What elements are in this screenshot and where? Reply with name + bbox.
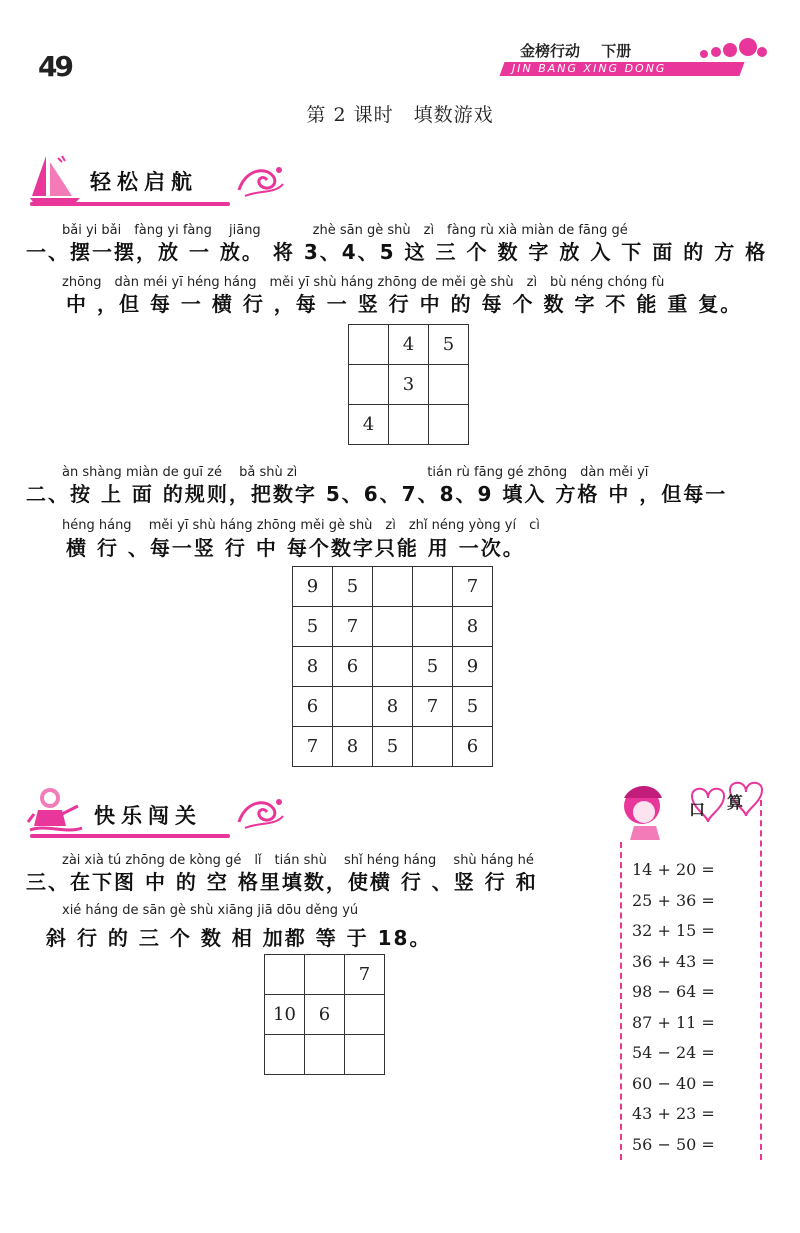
decorative-dots	[698, 38, 768, 62]
q2-row	[293, 567, 493, 607]
q3-cell[interactable]	[265, 955, 305, 995]
q2-text-2: 横 行 、每一竖 行 中 每个数字只能 用 一次。	[66, 536, 525, 560]
q3-cell[interactable]	[345, 1035, 385, 1075]
oral-item: 60 − 40 =	[632, 1073, 715, 1093]
q1-text-1: 一、摆一摆，放 一 放。 将 3、4、5 这 三 个 数 字 放 入 下 面 的 方 格	[26, 240, 768, 264]
q2-row	[293, 647, 493, 687]
q3-cell: 7	[345, 955, 385, 995]
q2-cell: 5	[333, 567, 373, 607]
swirl-icon	[235, 792, 287, 832]
q1-row	[349, 365, 469, 405]
sailboat-icon	[28, 152, 88, 208]
q2-cell[interactable]	[373, 647, 413, 687]
q2-cell[interactable]	[373, 567, 413, 607]
q1-pinyin-1: bǎi yi bǎi fàng yi fàng jiāng zhè sān gè shù zì fàng rù xià miàn de fāng gé	[62, 223, 628, 238]
q2-cell: 8	[453, 607, 493, 647]
q2-pinyin-1: àn shàng miàn de guī zé bǎ shù zì tián rù fāng gé zhōng dàn měi yī	[62, 465, 649, 480]
sidebar-divider-right	[760, 800, 762, 1160]
q3-row	[265, 995, 385, 1035]
q2-cell: 8	[293, 647, 333, 687]
oral-title-2: 算	[727, 793, 744, 812]
q2-cell: 7	[293, 727, 333, 767]
q1-text-2: 中 ，但 每 一 横 行 ，每 一 竖 行 中 的 每 个 数 字 不 能 重 复。	[66, 292, 743, 316]
oral-item: 36 + 43 =	[632, 951, 715, 971]
q2-cell: 9	[453, 647, 493, 687]
q1-grid	[348, 324, 469, 445]
q2-cell: 5	[373, 727, 413, 767]
q3-cell: 6	[305, 995, 345, 1035]
q1-row	[349, 405, 469, 445]
q3-cell[interactable]	[265, 1035, 305, 1075]
q3-grid	[264, 954, 385, 1075]
q2-cell: 6	[453, 727, 493, 767]
q2-row	[293, 687, 493, 727]
q3-cell[interactable]	[305, 1035, 345, 1075]
q3-text-1: 三、在下图 中 的 空 格里填数，使横 行 、竖 行 和	[26, 870, 538, 894]
series-name: 金榜行动	[520, 42, 581, 60]
q1-cell[interactable]	[389, 405, 429, 445]
q1-cell: 4	[389, 325, 429, 365]
q2-cell: 5	[293, 607, 333, 647]
q3-row	[265, 1035, 385, 1075]
q2-cell: 5	[453, 687, 493, 727]
q2-cell: 7	[413, 687, 453, 727]
q1-cell: 3	[389, 365, 429, 405]
q1-cell: 4	[349, 405, 389, 445]
q2-cell[interactable]	[413, 567, 453, 607]
oral-item: 54 − 24 =	[632, 1043, 715, 1062]
q2-cell[interactable]	[333, 687, 373, 727]
q2-row	[293, 607, 493, 647]
q2-cell: 8	[333, 727, 373, 767]
q1-cell[interactable]	[349, 365, 389, 405]
q1-row	[349, 325, 469, 365]
oral-title-1: 口	[689, 800, 706, 819]
q2-grid	[292, 566, 493, 767]
q2-pinyin-2: héng háng měi yī shù háng zhōng měi gè shù zì zhǐ néng yòng yí cì	[62, 518, 540, 533]
q3-text-2: 斜 行 的 三 个 数 相 加都 等 于 18。	[46, 926, 432, 950]
q3-cell[interactable]	[305, 955, 345, 995]
q2-cell: 7	[333, 607, 373, 647]
q2-cell[interactable]	[413, 607, 453, 647]
q1-pinyin-2: zhōng dàn méi yī héng háng měi yī shù háng zhōng de měi gè shù zì bù néng chóng fù	[62, 275, 665, 290]
oral-item: 14 + 20 =	[632, 860, 715, 879]
q3-row	[265, 955, 385, 995]
q2-cell: 9	[293, 567, 333, 607]
section-title-2: 快乐闯关	[94, 804, 202, 828]
q2-text-1: 二、按 上 面 的规则，把数字 5、6、7、8、9 填入 方格 中 ，但每一	[26, 482, 728, 506]
oral-item: 32 + 15 =	[632, 921, 715, 940]
sidebar-divider-left	[620, 842, 622, 1160]
volume-name: 下册	[601, 42, 632, 60]
oral-item: 98 − 64 =	[632, 982, 715, 1001]
q1-cell[interactable]	[429, 365, 469, 405]
book-brand	[520, 40, 631, 61]
q1-cell[interactable]	[429, 405, 469, 445]
q2-cell[interactable]	[373, 607, 413, 647]
brand-pinyin: JIN BANG XING DONG	[512, 62, 667, 75]
q2-cell: 5	[413, 647, 453, 687]
oral-item: 87 + 11 =	[632, 1012, 715, 1032]
q2-row	[293, 727, 493, 767]
page-number: 49	[38, 50, 71, 83]
oral-item: 43 + 23 =	[632, 1104, 715, 1123]
oral-item: 56 − 50 =	[632, 1134, 715, 1154]
swirl-icon	[235, 160, 287, 200]
q3-cell[interactable]	[345, 995, 385, 1035]
oral-item: 25 + 36 =	[632, 890, 715, 910]
q2-cell[interactable]	[413, 727, 453, 767]
q2-cell: 7	[453, 567, 493, 607]
q2-cell: 6	[333, 647, 373, 687]
q3-cell: 10	[265, 995, 305, 1035]
cartoon-kid-icon	[26, 784, 86, 836]
lesson-title: 第 2 课时 填数游戏	[306, 104, 494, 126]
section-underline-2	[30, 834, 230, 838]
q2-cell: 6	[293, 687, 333, 727]
q3-pinyin-1: zài xià tú zhōng de kòng gé lǐ tián shù shǐ héng háng shù háng hé	[62, 853, 534, 868]
q1-cell[interactable]	[349, 325, 389, 365]
q1-cell: 5	[429, 325, 469, 365]
section-title-1: 轻松启航	[90, 170, 198, 194]
q3-pinyin-2: xié háng de sān gè shù xiāng jiā dōu děng yú	[62, 903, 359, 918]
q2-cell: 8	[373, 687, 413, 727]
section-underline-1	[30, 202, 230, 206]
